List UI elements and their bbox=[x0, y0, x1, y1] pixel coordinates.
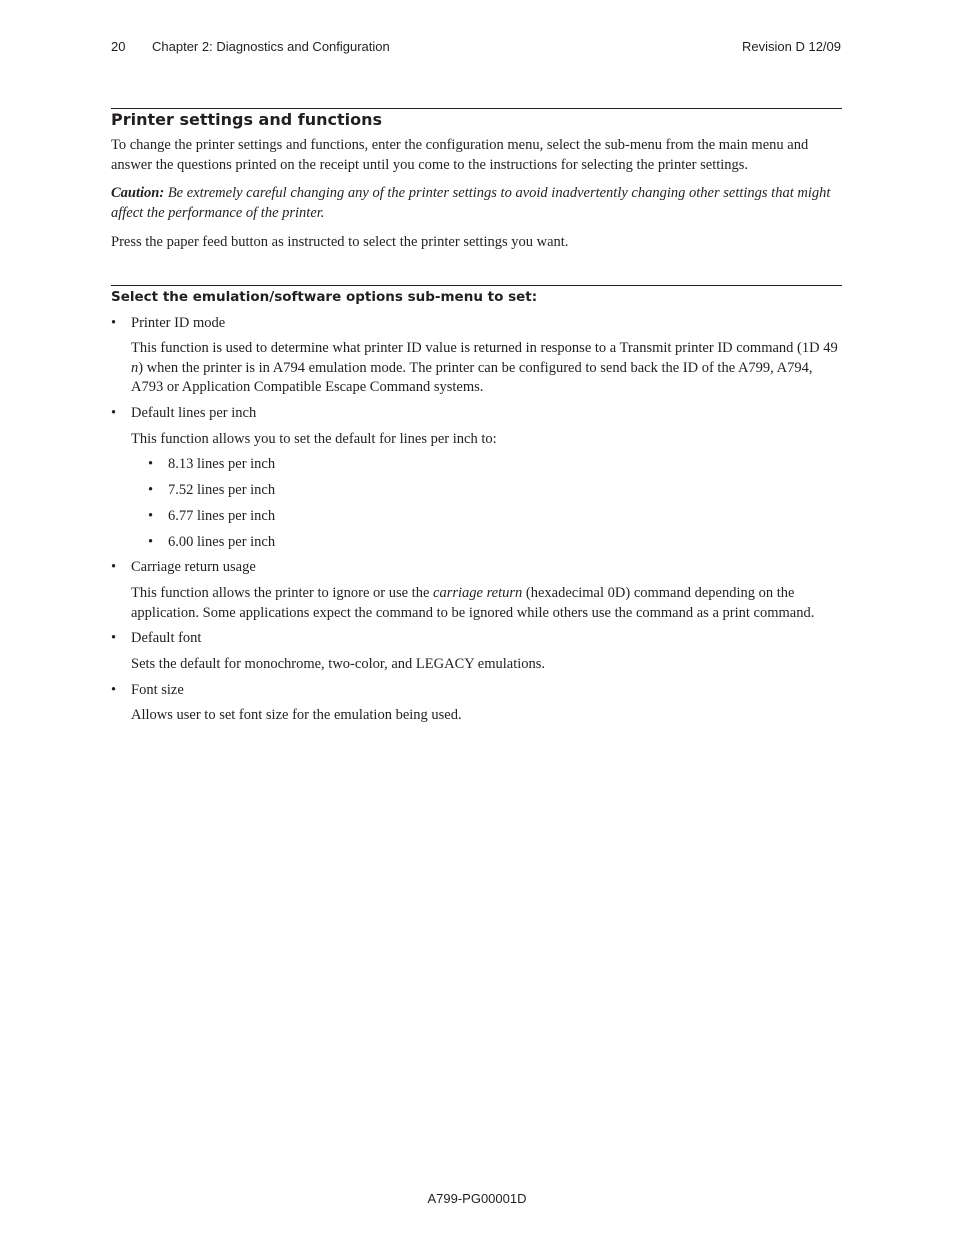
section-title: Printer settings and functions bbox=[111, 110, 383, 129]
submenu-title: Select the emulation/software options sub-menu to set: bbox=[111, 289, 538, 305]
document-id: A799-PG00001D bbox=[427, 1191, 527, 1206]
desc-part: This function is used to determine what printer ID value is returned in response to a Transmit printer ID command (1D 49 bbox=[131, 340, 838, 356]
list-item-label: Carriage return usage bbox=[131, 559, 256, 575]
desc-part: (hexadecimal 0D) command depending on the application. Some applications expect the command to be ignored while others use the command as a print command. bbox=[131, 585, 815, 621]
sub-list-item-label: 6.77 lines per inch bbox=[168, 508, 276, 524]
bullet-icon: • bbox=[148, 482, 154, 498]
bullet-icon: • bbox=[111, 682, 117, 698]
caution-label: Caution: bbox=[111, 185, 165, 201]
lpi-description: This function allows you to set the default for lines per inch to: bbox=[131, 431, 497, 447]
list-item-label: Printer ID mode bbox=[131, 315, 226, 331]
bullet-icon: • bbox=[148, 534, 154, 550]
bullet-icon: • bbox=[148, 456, 154, 472]
press-paragraph: Press the paper feed button as instructed to select the printer settings you want. bbox=[111, 234, 569, 250]
sub-list-item-label: 6.00 lines per inch bbox=[168, 534, 276, 550]
revision-label: Revision D 12/09 bbox=[742, 39, 841, 54]
bullet-icon: • bbox=[111, 315, 117, 331]
default-font-description: Sets the default for monochrome, two-color, and LEGACY emulations. bbox=[131, 656, 546, 672]
desc-part: This function allows the printer to ignore or use the bbox=[131, 585, 434, 601]
caution-paragraph bbox=[111, 184, 843, 223]
sub-list-item-label: 8.13 lines per inch bbox=[168, 456, 276, 472]
intro-paragraph: To change the printer settings and functions, enter the configuration menu, select the sub-menu from the main menu and answer the questions printed on the receipt until you come to the instructions for selecting the printer settings. bbox=[111, 137, 809, 173]
bullet-icon: • bbox=[111, 559, 117, 575]
bullet-icon: • bbox=[111, 630, 117, 646]
list-item-label: Default font bbox=[131, 630, 202, 646]
caution-text: Be extremely careful changing any of the printer settings to avoid inadvertently changing other settings that might affect the performance of the printer. bbox=[111, 185, 831, 221]
list-item-label: Font size bbox=[131, 682, 184, 698]
list-item-label: Default lines per inch bbox=[131, 405, 257, 421]
desc-term: carriage return bbox=[433, 585, 523, 601]
bullet-icon: • bbox=[111, 405, 117, 421]
subsection-divider bbox=[111, 285, 842, 286]
chapter-title: Chapter 2: Diagnostics and Configuration bbox=[152, 39, 390, 54]
desc-var: n bbox=[131, 359, 139, 376]
bullet-icon: • bbox=[148, 508, 154, 524]
sub-list-item-label: 7.52 lines per inch bbox=[168, 482, 276, 498]
desc-part: ) when the printer is in A794 emulation mode. The printer can be configured to send back the ID of the A799, A794, A793 or Application Compatible Escape Command systems. bbox=[131, 359, 813, 395]
printer-id-description bbox=[131, 339, 843, 398]
font-size-description: Allows user to set font size for the emulation being used. bbox=[131, 707, 462, 723]
section-divider bbox=[111, 108, 842, 109]
page-number: 20 bbox=[111, 39, 126, 54]
carriage-return-description bbox=[131, 584, 843, 623]
